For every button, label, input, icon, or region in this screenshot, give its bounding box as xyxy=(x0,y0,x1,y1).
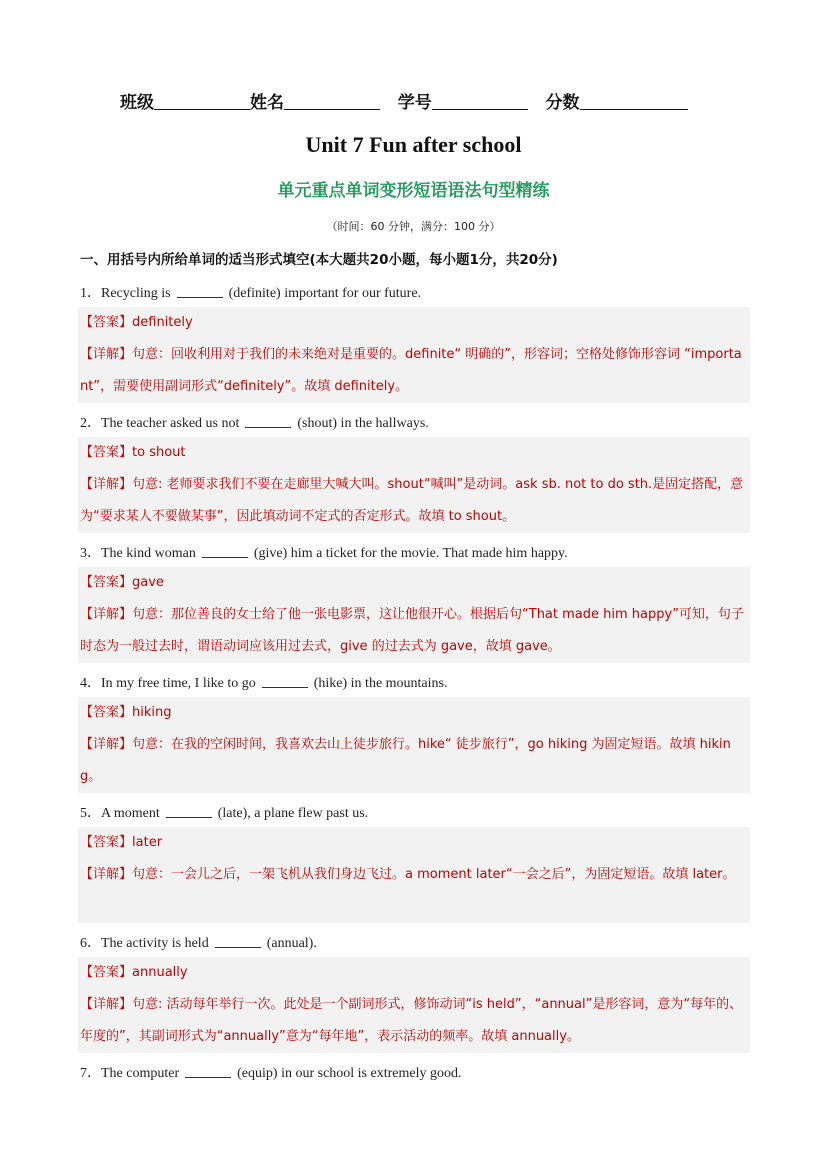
answer-box-6 xyxy=(78,957,750,1053)
class-blank xyxy=(154,91,250,110)
answer-value: later xyxy=(132,835,163,850)
answer-tag: 【答案】 xyxy=(80,575,133,590)
answer-box-2 xyxy=(78,437,750,533)
question-text-after: (hike) in the mountains. xyxy=(313,676,448,691)
answer-blank xyxy=(245,415,291,428)
worksheet-subtitle: 单元重点单词变形短语语法句型精练 xyxy=(277,181,550,201)
question-number: 1． xyxy=(80,286,101,301)
answer-tag: 【答案】 xyxy=(80,705,133,720)
explain-tag: 【详解】 xyxy=(80,737,133,752)
name-label: 姓名 xyxy=(250,93,284,113)
answer-box-3 xyxy=(78,567,750,663)
explain-tag: 【详解】 xyxy=(80,997,133,1012)
time-info: （时间：60 分钟，满分：100 分） xyxy=(326,220,501,233)
score-blank xyxy=(580,91,688,110)
answer-tag: 【答案】 xyxy=(80,445,133,460)
explanation-text: 句意：一会儿之后，一架飞机从我们身边飞过。a moment later“一会之后”，为固定短语。故填 later。 xyxy=(132,867,736,882)
question-text-before: In my free time, I like to go xyxy=(101,676,256,691)
answer-value: definitely xyxy=(132,315,193,330)
explanation-text: 句意: 老师要求我们不要在走廊里大喊大叫。shout“喊叫”是动词。ask sb. not to do sth.是固定搭配，意为“要求某人不要做某事”，因此填动词不定式的否定形式。故填 to shout。 xyxy=(80,477,744,524)
answer-box-1 xyxy=(78,307,750,403)
question-number: 3． xyxy=(80,546,101,561)
section-heading: 一、用括号内所给单词的适当形式填空(本大题共20小题，每小题1分，共20分) xyxy=(80,252,558,268)
student-id-label: 学号 xyxy=(397,93,432,113)
question-6 xyxy=(80,932,750,952)
question-number: 4． xyxy=(80,676,101,691)
score-label: 分数 xyxy=(545,93,580,113)
question-number: 2． xyxy=(80,416,101,431)
answer-blank xyxy=(185,1065,231,1078)
explain-tag: 【详解】 xyxy=(80,867,133,882)
explanation-text: 句意：回收利用对于我们的未来绝对是重要的。definite“ 明确的”，形容词；空格处修饰形容词 “important”，需要使用副词形式“definitely”。故填 definitely。 xyxy=(80,347,742,394)
question-text-before: The activity is held xyxy=(101,936,209,951)
answer-box-5 xyxy=(78,827,750,923)
explanation xyxy=(80,859,748,891)
answer-line xyxy=(80,957,748,989)
answer-line xyxy=(80,827,748,859)
question-2 xyxy=(80,412,750,432)
student-info-line xyxy=(120,88,688,113)
explanation xyxy=(80,339,748,403)
question-number: 6． xyxy=(80,936,101,951)
answer-tag: 【答案】 xyxy=(80,315,133,330)
explanation-text: 句意：那位善良的女士给了他一张电影票，这让他很开心。根据后句“That made him happy”可知，句子时态为一般过去时，谓语动词应该用过去式，give 的过去式为 gave，故填 gave。 xyxy=(80,607,744,654)
answer-tag: 【答案】 xyxy=(80,965,133,980)
question-7 xyxy=(80,1062,750,1082)
explanation xyxy=(80,989,748,1053)
explain-tag: 【详解】 xyxy=(80,347,133,362)
question-text-before: The kind woman xyxy=(101,546,196,561)
explanation xyxy=(80,469,748,533)
answer-line xyxy=(80,567,748,599)
question-4 xyxy=(80,672,750,692)
unit-title: Unit 7 Fun after school xyxy=(305,132,522,157)
answer-blank xyxy=(215,935,261,948)
question-text-after: (definite) important for our future. xyxy=(228,286,422,301)
class-label: 班级 xyxy=(120,93,154,113)
question-number: 7． xyxy=(80,1066,101,1081)
question-text-after: (give) him a ticket for the movie. That made him happy. xyxy=(253,546,568,561)
explain-tag: 【详解】 xyxy=(80,477,133,492)
question-text-before: A moment xyxy=(101,806,160,821)
question-text-after: (shout) in the hallways. xyxy=(297,416,429,431)
name-blank xyxy=(284,91,380,110)
answer-blank xyxy=(166,805,212,818)
question-number: 5． xyxy=(80,806,101,821)
answer-blank xyxy=(177,285,223,298)
answer-value: to shout xyxy=(132,445,186,460)
question-text-after: (late), a plane flew past us. xyxy=(217,806,369,821)
question-1 xyxy=(80,282,750,302)
answer-box-4 xyxy=(78,697,750,793)
answer-line xyxy=(80,697,748,729)
explanation xyxy=(80,729,748,793)
answer-tag: 【答案】 xyxy=(80,835,133,850)
explanation xyxy=(80,599,748,663)
question-5 xyxy=(80,802,750,822)
answer-blank xyxy=(202,545,248,558)
explanation-text: 句意: 活动每年举行一次。此处是一个副词形式，修饰动词“is held”，“annual”是形容词，意为“每年的、年度的”，其副词形式为“annually”意为“每年地”，表示活动的频率。故填 annually。 xyxy=(80,997,743,1044)
explain-tag: 【详解】 xyxy=(80,607,133,622)
explanation-text: 句意：在我的空闲时间，我喜欢去山上徒步旅行。hike“ 徒步旅行”，go hiking 为固定短语。故填 hiking。 xyxy=(80,737,731,784)
answer-value: annually xyxy=(132,965,188,980)
answer-line xyxy=(80,437,748,469)
question-text-before: The computer xyxy=(101,1066,180,1081)
question-text-after: (annual). xyxy=(266,936,317,951)
student-id-blank xyxy=(432,91,528,110)
question-text-before: The teacher asked us not xyxy=(101,416,240,431)
answer-line xyxy=(80,307,748,339)
question-text-after: (equip) in our school is extremely good. xyxy=(237,1066,462,1081)
answer-blank xyxy=(262,675,308,688)
question-text-before: Recycling is xyxy=(101,286,171,301)
answer-value: gave xyxy=(132,575,164,590)
answer-value: hiking xyxy=(132,705,172,720)
question-3 xyxy=(80,542,750,562)
